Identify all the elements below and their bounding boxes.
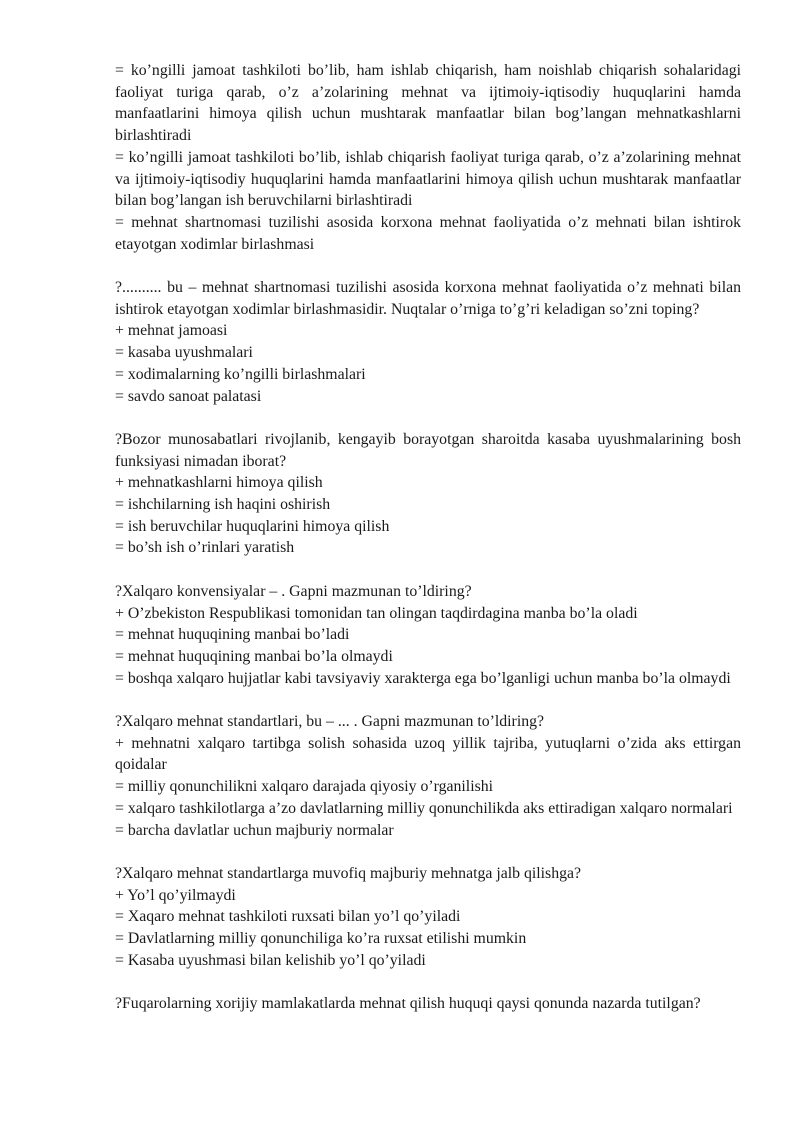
question-block — [115, 60, 741, 255]
answer-option: = xalqaro tashkilotlarga a’zo davlatlarning milliy qonunchilikda aks ettiradigan xalqaro normalari — [115, 799, 733, 817]
question-text: ?Bozor munosabatlari rivojlanib, kengayib borayotgan sharoitda kasaba uyushmalarining bosh funksiyasi nimadan iborat? — [115, 430, 741, 470]
answer-option: = Davlatlarning milliy qonunchiliga ko’ra ruxsat etilishi mumkin — [115, 930, 527, 948]
answer-option: = mehnat huquqining manbai bo’ladi — [115, 626, 350, 644]
answer-option: = mehnat shartnomasi tuzilishi asosida korxona mehnat faoliyatida o’z mehnati bilan ishtirok etayotgan xodimlar birlashmasi — [115, 213, 741, 253]
question-block — [115, 429, 741, 559]
answer-option: = ko’ngilli jamoat tashkiloti bo’lib, ham ishlab chiqarish, ham noishlab chiqarish sohalaridagi faoliyat turiga qarab, o’z a’zolarining mehnat va ijtimoiy-iqtisodiy huquqlarini hamda manfaatlarini himoya qilish uchun mushtarak manfaatlar bilan bog’langan mehnatkashlarni birlashtiradi — [115, 62, 741, 145]
answer-option: = xodimalarning ko’ngilli birlashmalari — [115, 365, 366, 383]
answer-option: = mehnat huquqining manbai bo’la olmaydi — [115, 647, 393, 665]
answer-option: = ko’ngilli jamoat tashkiloti bo’lib, ishlab chiqarish faoliyat turiga qarab, o’z a’zolarining mehnat va ijtimoiy-iqtisodiy huquqlarini hamda manfaatlarini himoya qilish uchun mushtarak manfaatlar bilan bog’langan ish beruvchilarni birlashtiradi — [115, 148, 741, 210]
question-text: ?.......... bu – mehnat shartnomasi tuzilishi asosida korxona mehnat faoliyatida o’z mehnati bilan ishtirok etayotgan xodimlar birlashmasidir. Nuqtalar o’rniga to’g’ri keladigan so’zni toping? — [115, 279, 741, 318]
answer-option-correct: + O’zbekiston Respublikasi tomonidan tan olingan taqdirdagina manba bo’la oladi — [115, 604, 638, 622]
answer-option: = bo’sh ish o’rinlari yaratish — [115, 539, 295, 557]
question-block — [115, 993, 741, 1015]
answer-option-correct: + mehnatni xalqaro tartibga solish sohasida uzoq yillik tajriba, yutuqlarni o’zida aks ettirgan qoidalar — [115, 734, 741, 774]
answer-option: = Kasaba uyushmasi bilan kelishib yo’l qo’yiladi — [115, 951, 426, 969]
answer-option: = boshqa xalqaro hujjatlar kabi tavsiyaviy xarakterga ega bo’lganligi uchun manba bo’la olmaydi — [115, 669, 731, 687]
answer-option: = savdo sanoat palatasi — [115, 387, 262, 405]
answer-option-correct: + Yo’l qo’yilmaydi — [115, 886, 236, 904]
answer-option: = ish beruvchilar huquqlarini himoya qilish — [115, 517, 390, 535]
answer-option: = barcha davlatlar uchun majburiy normalar — [115, 821, 394, 839]
question-text: ?Fuqarolarning xorijiy mamlakatlarda mehnat qilish huquqi qaysi qonunda nazarda tutilgan? — [115, 995, 701, 1013]
answer-option: = kasaba uyushmalari — [115, 344, 253, 362]
question-block — [115, 277, 741, 407]
answer-option-correct: + mehnat jamoasi — [115, 322, 228, 340]
document-page — [115, 60, 741, 1015]
question-block — [115, 711, 741, 841]
question-text: ?Xalqaro mehnat standartlari, bu – ... . Gapni mazmunan to’ldiring? — [115, 713, 545, 731]
answer-option-correct: + mehnatkashlarni himoya qilish — [115, 474, 323, 492]
answer-option: = milliy qonunchilikni xalqaro darajada qiyosiy o’rganilishi — [115, 778, 494, 796]
question-block — [115, 863, 741, 972]
answer-option: = ishchilarning ish haqini oshirish — [115, 496, 331, 514]
question-text: ?Xalqaro mehnat standartlarga muvofiq majburiy mehnatga jalb qilishga? — [115, 864, 582, 882]
answer-option: = Xaqaro mehnat tashkiloti ruxsati bilan yo’l qo’yiladi — [115, 908, 461, 926]
question-text: ?Xalqaro konvensiyalar – . Gapni mazmunan to’ldiring? — [115, 582, 472, 600]
question-block — [115, 581, 741, 690]
